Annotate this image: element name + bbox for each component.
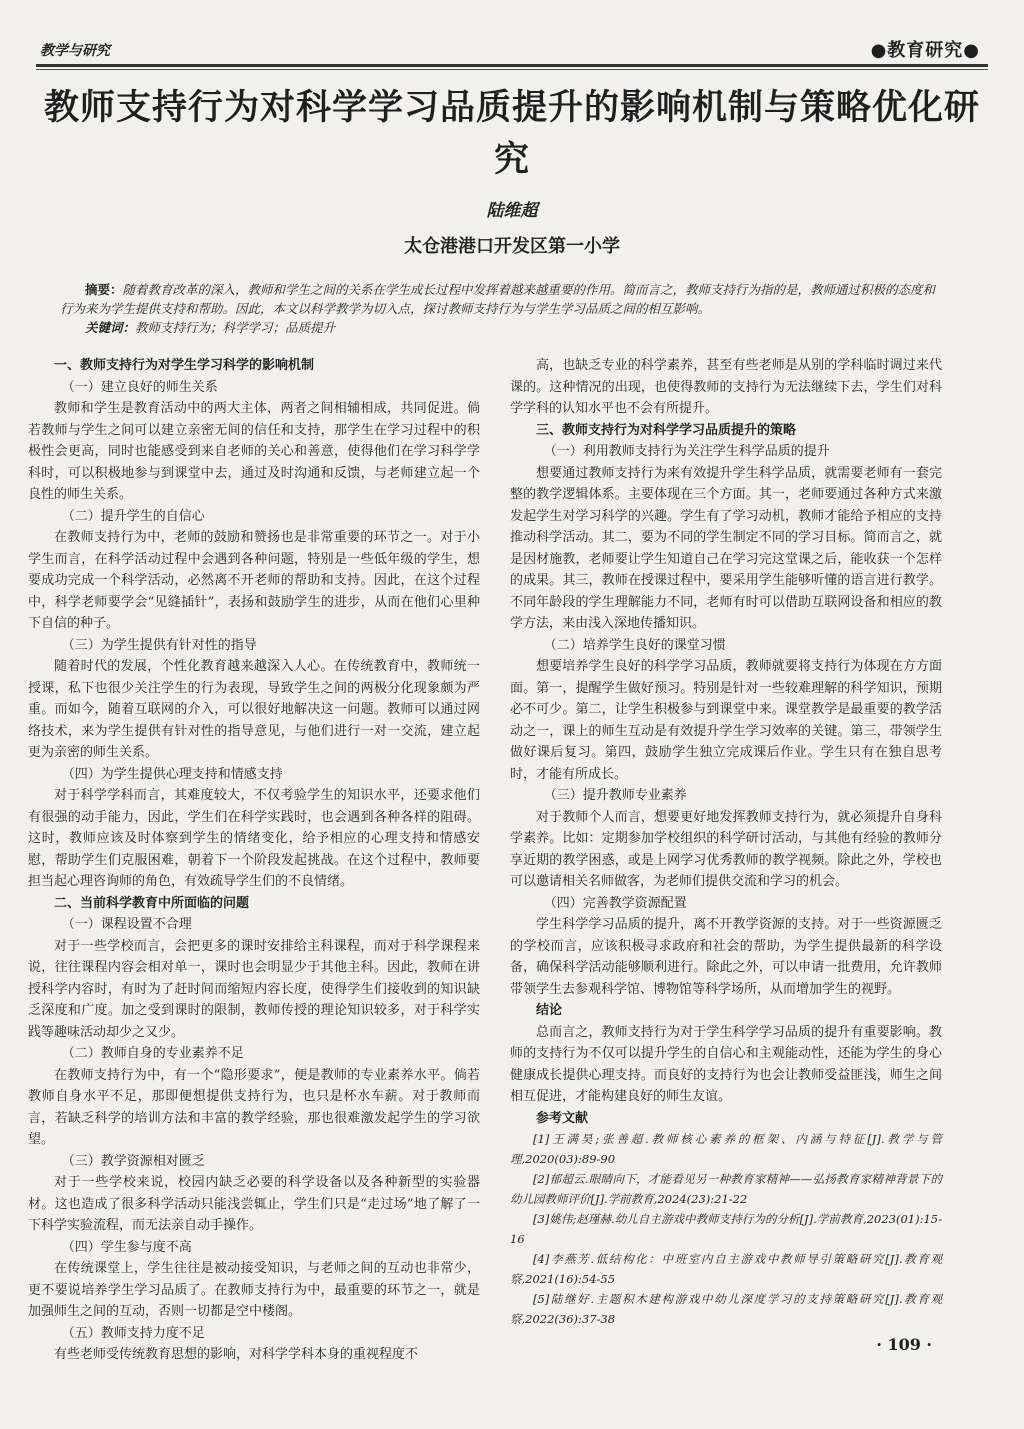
reference-item: [2]郁超云.眼睛向下，才能看见另一种教育家精神——弘扬教育家精神背景下的幼儿园教师评价[J].学前教育,2024(23):21-22 <box>510 1172 942 1206</box>
subsection-heading: （三）教学资源相对匮乏 <box>61 1153 205 1169</box>
journal-section-label: 教学与研究 <box>40 43 110 59</box>
keywords-label: 关键词： <box>85 320 136 335</box>
reference-item: [5]陆继好.主题积木建构游戏中幼儿深度学习的支持策略研究[J].教育观察,2022(36):37-38 <box>510 1292 942 1326</box>
paragraph: 高，也缺乏专业的科学素养，甚至有些老师是从别的学科临时调过来代课的。这种情况的出现，也使得教师的支持行为无法继续下去，学生们对科学学科的认知水平也不会有所提升。 <box>510 358 942 416</box>
article-title: 教师支持行为对科学学习品质提升的影响机制与策略优化研究 <box>43 88 980 180</box>
page-number: · 109 · <box>876 1335 932 1354</box>
keywords <box>60 318 944 337</box>
subsection-heading: （一）利用教师支持行为关注学生科学品质的提升 <box>543 444 830 459</box>
paragraph: 在传统课堂上，学生往往是被动接受知识，与老师之间的互动也非常少，更不要说培养学生学习品质了。在教师支持行为中，最重要的环节之一，就是加强师生之间的互动，否则一切都是空中楼阁。 <box>28 1261 480 1319</box>
subsection-heading: （二）教师自身的专业素养不足 <box>61 1046 244 1061</box>
subsection-heading: （一）建立良好的师生关系 <box>61 379 218 395</box>
paragraph: 有些老师受传统教育思想的影响，对科学学科本身的重视程度不 <box>54 1347 419 1362</box>
paragraph: 想要培养学生良好的科学学习品质，教师就要将支持行为体现在方方面面。第一，提醒学生做好预习。特别是针对一些较难理解的科学知识，预期必不可少。第二，让学生积极参与到课堂中来。课堂教学是最重要的教学活动之一，课上的师生互动是有效提升学生学习效率的关键。第三，带领学生做好课后复习。第四，鼓励学生独立完成课后作业。学生只有在独自思考时，才能有所成长。 <box>510 659 942 782</box>
reference-list <box>510 1129 942 1329</box>
page-header <box>36 34 988 68</box>
reference-item: [4]李燕芳.低结构化：中班室内自主游戏中教师导引策略研究[J].教育观察,2021(16):54-55 <box>510 1252 942 1286</box>
section-heading: 二、当前科学教育中所面临的问题 <box>54 895 250 911</box>
header-rule-thin <box>36 69 988 70</box>
paragraph: 教师和学生是教育活动中的两大主体，两者之间相辅相成，共同促进。倘若教师与学生之间可以建立亲密无间的信任和支持，那学生在学习过程中的积极性会更高，同时也能感受到来自老师的关心和善意，使得他们在学习科学学科时，可以积极地参与到课堂中去，通过及时沟通和反馈，与老师建立起一个良性的师生关系。 <box>28 401 480 502</box>
subsection-heading: （二）提升学生的自信心 <box>61 508 205 524</box>
paragraph: 对于一些学校而言，会把更多的课时安排给主科课程，而对于科学课程来说，往往课程内容会相对单一，课时也会明显少于其他主科。因此，教师在讲授科学内容时，有时为了赶时间而缩短内容长度，使得学生们接收到的知识缺乏深度和广度。加之受到课时的限制，教师传授的理论知识较多，对于科学实践等趣味活动却少之又少。 <box>28 938 480 1040</box>
section-heading: 一、教师支持行为对学生学习科学的影响机制 <box>54 358 315 373</box>
subsection-heading: （一）课程设置不合理 <box>61 917 192 932</box>
references-heading: 参考文献 <box>536 1110 589 1126</box>
abstract-label: 摘要： <box>85 282 123 297</box>
conclusion-heading: 结论 <box>536 1003 563 1018</box>
paragraph: 总而言之，教师支持行为对于学生科学学习品质的提升有重要影响。教师的支持行为不仅可以提升学生的自信心和主观能动性，还能为学生的身心健康成长提供心理支持。而良好的支持行为也会让教师受益匪浅，师生之间相互促进，才能构建良好的师生友谊。 <box>510 1024 942 1104</box>
paragraph: 学生科学学习品质的提升，离不开教学资源的支持。对于一些资源匮乏的学校而言，应该积极寻求政府和社会的帮助，为学生提供最新的科学设备，确保科学活动能够顺利进行。除此之外，可以申请一批费用，允许教师带领学生去参观科学馆、博物馆等科学场所，从而增加学生的视野。 <box>510 917 942 997</box>
subsection-heading: （四）完善教学资源配置 <box>543 895 687 911</box>
keywords-text: 教师支持行为；科学学习；品质提升 <box>135 320 336 335</box>
paragraph: 随着时代的发展，个性化教育越来越深入人心。在传统教育中，教师统一授课，私下也很少关注学生的行为表现，导致学生之间的两极分化现象颇为严重。而如今，随着互联网的介入，可以很好地解决这一问题。教师可以通过网络技术，来为学生提供有针对性的指导意见，与他们进行一对一交流，建立起更为亲密的师生关系。 <box>28 659 480 760</box>
subsection-heading: （四）为学生提供心理支持和情感支持 <box>61 766 283 782</box>
subsection-heading: （三）为学生提供有针对性的指导 <box>61 637 257 653</box>
paragraph: 对于教师个人而言，想要更好地发挥教师支持行为，就必须提升自身科学素养。比如：定期参加学校组织的科学研讨活动，与其他有经验的教师分享近期的教学困惑，或是上网学习优秀教师的教学视频。除此之外，学校也可以邀请相关名师做客，为老师们提供交流和学习的机会。 <box>510 809 942 889</box>
paragraph: 在教师支持行为中，老师的鼓励和赞扬也是非常重要的环节之一。对于小学生而言，在科学活动过程中会遇到各种问题，特别是一些低年级的学生，想要成功完成一个科学活动，必然离不开老师的帮助和支持。因此，在这个过程中，科学老师要学会“见缝插针”，表扬和鼓励学生的进步，从而在他们心里种下自信的种子。 <box>28 530 480 631</box>
author-name: 陆维超 <box>486 201 538 221</box>
subsection-heading: （五）教师支持力度不足 <box>61 1325 205 1341</box>
subsection-heading: （二）培养学生良好的课堂习惯 <box>543 637 726 653</box>
abstract <box>60 280 944 318</box>
right-column <box>510 355 942 1329</box>
abstract-text: 随着教育改革的深入，教师和学生之间的关系在学生成长过程中发挥着越来越重要的作用。简而言之，教师支持行为指的是，教师通过积极的态度和行为来为学生提供支持和帮助。因此，本文以科学教学为切入点，探讨教师支持行为与学生学习品质之间的相互影响。 <box>60 282 936 316</box>
reference-item: [1]王满昊;张善超.教师核心素养的框架、内涵与特征[J].教学与管理,2020(03):89-90 <box>510 1132 942 1166</box>
paragraph: 对于科学学科而言，其难度较大，不仅考验学生的知识水平，还要求他们有很强的动手能力，因此，学生们在科学实践时，也会遇到各种各样的阻碍。这时，教师应该及时体察到学生的情绪变化，给予相应的心理支持和情感安慰，帮助学生们克服困难，朝着下一个阶段发起挑战。在这个过程中，教师要担当起心理咨询师的角色，有效疏导学生们的不良情绪。 <box>28 788 480 889</box>
header-rule <box>36 64 988 67</box>
column-label: ●教育研究● <box>870 40 980 61</box>
subsection-heading: （三）提升教师专业素养 <box>543 788 687 803</box>
subsection-heading: （四）学生参与度不高 <box>61 1239 192 1255</box>
reference-item: [3]姚伟;赵瑾赫.幼儿自主游戏中教师支持行为的分析[J].学前教育,2023(01):15-16 <box>510 1212 942 1246</box>
left-column <box>28 355 480 1366</box>
paragraph: 对于一些学校来说，校园内缺乏必要的科学设备以及各种新型的实验器材。这也造成了很多科学活动只能浅尝辄止，学生们只是“走过场”地了解了一下科学实验流程，而无法亲自动手操作。 <box>28 1175 480 1233</box>
author-affiliation: 太仓港港口开发区第一小学 <box>404 236 620 257</box>
paragraph: 在教师支持行为中，有一个“隐形要求”，便是教师的专业素养水平。倘若教师自身水平不足，那即便想提供支持行为，也只是杯水车薪。对于教师而言，若缺乏科学的培训方法和丰富的教学经验，那也很难激发起学生的学习欲望。 <box>28 1067 480 1147</box>
section-heading: 三、教师支持行为对科学学习品质提升的策略 <box>536 422 797 438</box>
paragraph: 想要通过教师支持行为来有效提升学生科学品质，就需要老师有一套完整的教学逻辑体系。主要体现在三个方面。其一，老师要通过各种方式来激发起学生对学习科学的兴趣。学生有了学习动机，教师才能给予相应的支持推动科学活动。其二，要为不同的学生制定不同的学习目标。简而言之，就是因材施教，老师要让学生知道自己在学习完这堂课之后，能收获一个怎样的成果。其三，教师在授课过程中，要采用学生能够听懂的语言进行教学。不同年龄段的学生理解能力不同，老师有时可以借助互联网设备和相应的教学方法，来由浅入深地传播知识。 <box>510 465 942 631</box>
